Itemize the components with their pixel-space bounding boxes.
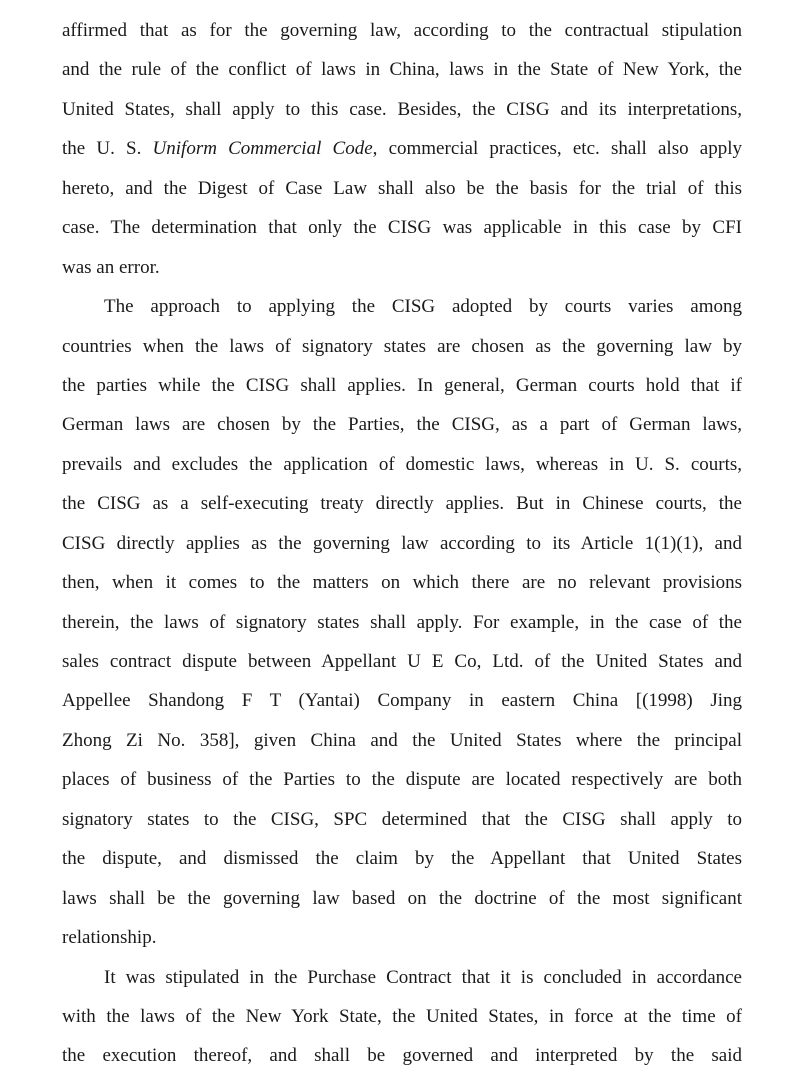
text-line: therein, the laws of signatory states shall apply. For example, in the case of the xyxy=(62,611,742,633)
text-segment: the U. S. xyxy=(62,138,153,160)
text-line: and the rule of the conflict of laws in China, laws in the State of New York, the xyxy=(62,59,742,81)
text-line: The approach to applying the CISG adopted by courts varies among xyxy=(104,296,742,318)
text-line xyxy=(62,129,742,168)
text-line: signatory states to the CISG, SPC determined that the CISG shall apply to xyxy=(62,808,742,830)
text-line: places of business of the Parties to the dispute are located respectively are both xyxy=(62,769,742,791)
paragraph xyxy=(62,11,742,287)
text-line: sales contract dispute between Appellant U E Co, Ltd. of the United States and xyxy=(62,651,742,672)
text-line: then, when it comes to the matters on which there are no relevant provisions xyxy=(62,572,742,594)
text-line: relationship. xyxy=(62,927,157,949)
text-line: Appellee Shandong F T (Yantai) Company in eastern China [(1998) Jing xyxy=(62,690,742,712)
text-line: case. The determination that only the CISG was applicable in this case by CFI xyxy=(62,217,742,239)
paragraph xyxy=(62,958,742,1076)
text-line: United States, shall apply to this case. Besides, the CISG and its interpretations, xyxy=(62,98,742,120)
text-line: the CISG as a self-executing treaty directly applies. But in Chinese courts, the xyxy=(62,493,742,515)
text-segment: , commercial practices, etc. shall also apply xyxy=(372,138,742,160)
text-line: It was stipulated in the Purchase Contract that it is concluded in accordance xyxy=(104,966,742,988)
text-line: affirmed that as for the governing law, according to the contractual stipulation xyxy=(62,20,742,41)
paragraph xyxy=(62,287,742,957)
text-line: prevails and excludes the application of domestic laws, whereas in U. S. courts, xyxy=(62,453,742,475)
text-line: German laws are chosen by the Parties, the CISG, as a part of German laws, xyxy=(62,414,742,436)
document-page xyxy=(62,11,742,1076)
text-line: CISG directly applies as the governing law according to its Article 1(1)(1), and xyxy=(62,532,742,554)
italic-title: Uniform Commercial Code xyxy=(152,138,373,160)
text-line: the dispute, and dismissed the claim by the Appellant that United States xyxy=(62,848,742,870)
text-line: hereto, and the Digest of Case Law shall also be the basis for the trial of this xyxy=(62,177,742,199)
text-line: Zhong Zi No. 358], given China and the United States where the principal xyxy=(62,729,742,751)
text-line: the parties while the CISG shall applies. In general, German courts hold that if xyxy=(62,374,742,396)
text-line: with the laws of the New York State, the United States, in force at the time of xyxy=(62,1005,742,1027)
text-line: countries when the laws of signatory states are chosen as the governing law by xyxy=(62,335,742,357)
text-line: laws shall be the governing law based on the doctrine of the most significant xyxy=(62,887,742,909)
text-line: the execution thereof, and shall be governed and interpreted by the said xyxy=(62,1045,742,1067)
text-line: was an error. xyxy=(62,256,160,278)
